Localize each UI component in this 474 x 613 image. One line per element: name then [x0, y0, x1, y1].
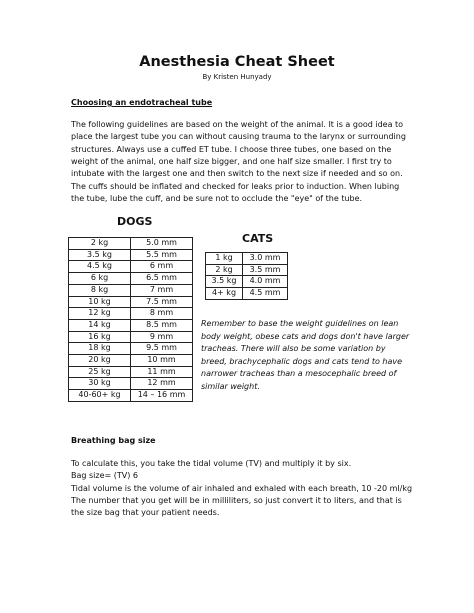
dog-table-row [69, 296, 193, 308]
cats-heading: CATS [242, 232, 274, 245]
page-title: Anesthesia Cheat Sheet [139, 54, 335, 70]
tube-size-cell: 7.5 mm [131, 296, 193, 308]
paragraph-line: The cuffs should be inflated and checked for leaks prior to induction. When lubing [71, 181, 400, 191]
cat-table-row [206, 264, 288, 276]
bag-section-paragraph [71, 458, 431, 520]
tube-size-cell: 10 mm [131, 355, 193, 367]
tube-size-cell: 6.5 mm [131, 273, 193, 285]
cats-tube-table [205, 252, 288, 300]
note-line: Remember to base the weight guidelines on lean [201, 319, 399, 328]
dog-table-row [69, 331, 193, 343]
weight-cell: 25 kg [69, 366, 131, 378]
weight-cell: 4+ kg [206, 288, 243, 300]
dog-table-row [69, 390, 193, 402]
weight-cell: 14 kg [69, 319, 131, 331]
dog-table-row [69, 319, 193, 331]
dog-table-row [69, 366, 193, 378]
weight-cell: 30 kg [69, 378, 131, 390]
weight-cell: 16 kg [69, 331, 131, 343]
weight-guideline-note [201, 318, 414, 393]
weight-cell: 6 kg [69, 273, 131, 285]
note-line: narrower tracheas than a mesocephalic breed of [201, 369, 397, 378]
et-section-paragraph [71, 119, 411, 205]
paragraph-line: intubate with the largest one and then switch to the next size if needed and so on. [71, 169, 403, 179]
dog-table-row [69, 238, 193, 250]
weight-cell: 18 kg [69, 343, 131, 355]
note-line: similar weight. [201, 381, 260, 391]
tube-size-cell: 8 mm [131, 308, 193, 320]
tube-size-cell: 14 – 16 mm [131, 390, 193, 402]
paragraph-line: place the largest tube you can without causing trauma to the larynx or surrounding [71, 132, 406, 142]
tube-size-cell: 8.5 mm [131, 319, 193, 331]
paragraph-line: structures. Always use a cuffed ET tube. I choose three tubes, one based on the [71, 144, 392, 154]
dog-table-row [69, 249, 193, 261]
note-line: breed, brachycephalic dogs and cats tend to have [201, 356, 403, 366]
dog-table-row [69, 308, 193, 320]
tube-size-cell: 6 mm [131, 261, 193, 273]
tube-size-cell: 12 mm [131, 378, 193, 390]
dog-table-row [69, 273, 193, 285]
tube-size-cell: 3.0 mm [243, 253, 288, 265]
et-section-heading: Choosing an endotracheal tube [71, 98, 213, 107]
dogs-heading: DOGS [117, 215, 153, 228]
weight-cell: 4.5 kg [69, 261, 131, 273]
tube-size-cell: 4.5 mm [243, 288, 288, 300]
paragraph-line: Bag size= (TV) 6 [71, 471, 139, 481]
weight-cell: 1 kg [206, 253, 243, 265]
weight-cell: 8 kg [69, 284, 131, 296]
tube-size-cell: 9 mm [131, 331, 193, 343]
dogs-tube-table [68, 237, 193, 402]
dog-table-row [69, 343, 193, 355]
note-line: body weight, obese cats and dogs don't have larger [201, 331, 410, 341]
tube-size-cell: 3.5 mm [243, 264, 288, 276]
weight-cell: 12 kg [69, 308, 131, 320]
tube-size-cell: 4.0 mm [243, 276, 288, 288]
dog-table-row [69, 378, 193, 390]
paragraph-line: To calculate this, you take the tidal volume (TV) and multiply it by six. [71, 459, 352, 468]
paragraph-line: The number that you get will be in milliliters, so just convert it to liters, and that is [71, 496, 402, 506]
weight-cell: 10 kg [69, 296, 131, 308]
paragraph-line: the tube, lube the cuff, and be sure not to occlude the "eye" of the tube. [71, 194, 363, 204]
paragraph-line: weight of the animal, one half size bigger, and one half size smaller. I first try to [71, 157, 392, 167]
cat-table-row [206, 288, 288, 300]
note-line: tracheas. There will also be some variation by [201, 344, 386, 353]
weight-cell: 2 kg [206, 264, 243, 276]
author-line: By Kristen Hunyady [202, 73, 272, 81]
dog-table-row [69, 261, 193, 273]
paragraph-line: Tidal volume is the volume of air inhaled and exhaled with each breath, 10 -20 ml/kg [71, 483, 413, 493]
weight-cell: 40-60+ kg [69, 390, 131, 402]
tube-size-cell: 11 mm [131, 366, 193, 378]
weight-cell: 3.5 kg [206, 276, 243, 288]
weight-cell: 3.5 kg [69, 249, 131, 261]
tube-size-cell: 7 mm [131, 284, 193, 296]
weight-cell: 20 kg [69, 355, 131, 367]
tube-size-cell: 5.0 mm [131, 238, 193, 250]
cat-table-row [206, 253, 288, 265]
tube-size-cell: 5.5 mm [131, 249, 193, 261]
dog-table-row [69, 355, 193, 367]
paragraph-line: The following guidelines are based on the weight of the animal. It is a good idea to [71, 120, 404, 129]
weight-cell: 2 kg [69, 238, 131, 250]
tube-size-cell: 9.5 mm [131, 343, 193, 355]
bag-section-heading: Breathing bag size [71, 436, 156, 445]
cat-table-row [206, 276, 288, 288]
paragraph-line: the size bag that your patient needs. [71, 508, 220, 518]
dog-table-row [69, 284, 193, 296]
